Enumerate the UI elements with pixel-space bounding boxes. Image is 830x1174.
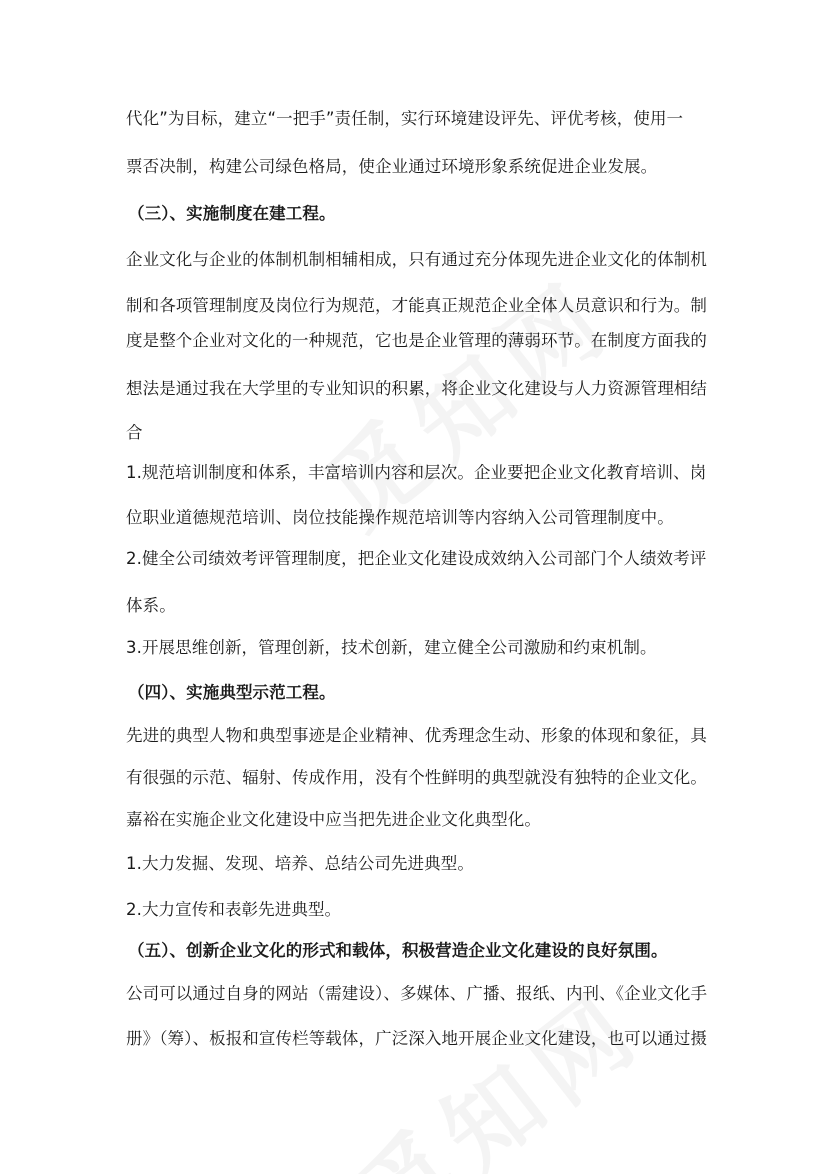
list-item-line: 位职业道德规范培训、岗位技能操作规范培训等内容纳入公司管理制度中。 [126,508,674,527]
paragraph-line: 先进的典型人物和典型事迹是企业精神、优秀理念生动、形象的体现和象征，具 [126,726,707,745]
list-item-line: 1.规范培训制度和体系，丰富培训内容和层次。企业要把企业文化教育培训、岗 [126,463,707,482]
list-item-line: 2.大力宣传和表彰先进典型。 [126,900,342,919]
paragraph-line: 票否决制，构建公司绿色格局，使企业通过环境形象系统促进企业发展。 [126,157,658,176]
paragraph-line: 想法是通过我在大学里的专业知识的积累，将企业文化建设与人力资源管理相结 [126,379,707,398]
paragraph-line: 代化”为目标，建立“一把手”责任制，实行环境建设评先、评优考核，使用一 [126,109,684,128]
section-heading: （四）、实施典型示范工程。 [128,683,336,702]
paragraph-line: 册》（筹）、板报和宣传栏等载体，广泛深入地开展企业文化建设，也可以通过摄 [126,1029,708,1048]
list-item-line: 体系。 [126,596,176,615]
section-heading: （五）、创新企业文化的形式和载体，积极营造企业文化建设的良好氛围。 [128,941,668,960]
list-item-line: 1.大力发掘、发现、培养、总结公司先进典型。 [126,854,474,873]
paragraph-line: 制和各项管理制度及岗位行为规范，才能真正规范企业全体人员意识和行为。制 [126,296,707,315]
paragraph-line: 有很强的示范、辐射、传成作用，没有个性鲜明的典型就没有独特的企业文化。 [126,768,707,787]
paragraph-line: 嘉裕在实施企业文化建设中应当把先进企业文化典型化。 [126,810,541,829]
paragraph-line: 合 [126,423,143,442]
paragraph-line: 度是整个企业对文化的一种规范，它也是企业管理的薄弱环节。在制度方面我的 [126,331,707,350]
paragraph-line: 公司可以通过自身的网站（需建设）、多媒体、广播、报纸、内刊、《企业文化手 [126,984,708,1003]
list-item-line: 2.健全公司绩效考评管理制度，把企业文化建设成效纳入公司部门个人绩效考评 [126,549,707,568]
section-heading: （三）、实施制度在建工程。 [128,204,336,223]
list-item-line: 3.开展思维创新，管理创新，技术创新，建立健全公司激励和约束机制。 [126,638,657,657]
paragraph-line: 企业文化与企业的体制机制相辅相成，只有通过充分体现先进企业文化的体制机 [126,250,707,269]
